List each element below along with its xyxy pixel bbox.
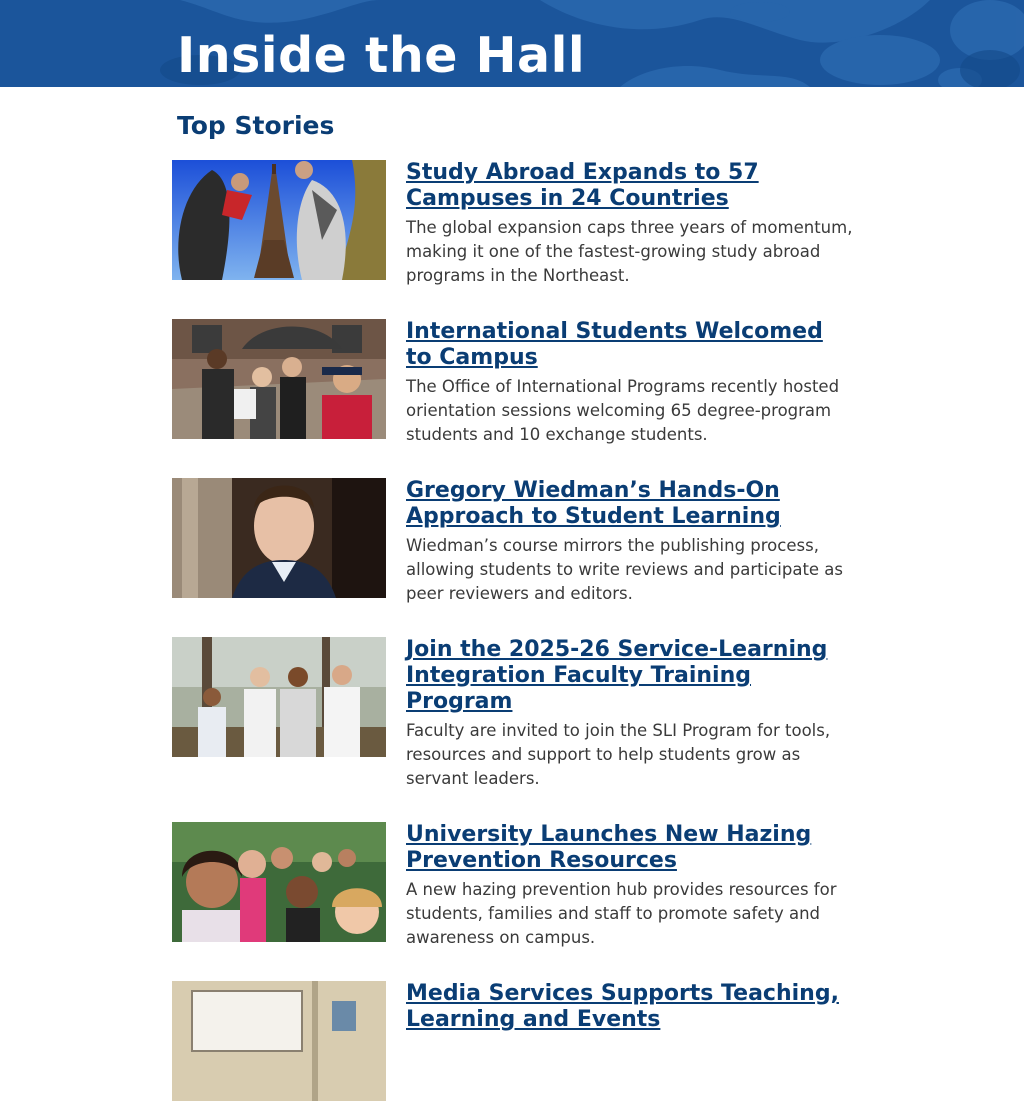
- classroom-photo: [172, 981, 386, 1101]
- eiffel-tower-photo: [172, 160, 386, 280]
- story-summary: A new hazing prevention hub provides resources for students, families and staff to promote safety and awareness on campus.: [406, 880, 837, 947]
- story-summary: Wiedman’s course mirrors the publishing process, allowing students to write reviews and participate as peer reviewers and editors.: [406, 536, 844, 603]
- volunteer-group-photo: [172, 637, 386, 757]
- header-banner: [0, 0, 1024, 87]
- group-selfie-photo: [172, 822, 386, 942]
- story-headline-link[interactable]: Gregory Wiedman’s Hands-On Approach to Student Learning: [406, 478, 781, 529]
- story-headline-link[interactable]: Join the 2025-26 Service-Learning Integration Faculty Training Program: [406, 637, 828, 714]
- students-umbrella-photo: [172, 319, 386, 439]
- story-summary: The global expansion caps three years of momentum, making it one of the fastest-growing study abroad programs in the Northeast.: [406, 218, 853, 285]
- story-thumbnail[interactable]: [172, 822, 386, 942]
- story-thumbnail[interactable]: [172, 319, 386, 439]
- page-title: Inside the Hall: [177, 27, 586, 84]
- story-thumbnail[interactable]: [172, 478, 386, 598]
- story-headline-link[interactable]: Media Services Supports Teaching, Learning and Events: [406, 981, 839, 1032]
- story-thumbnail[interactable]: [172, 981, 386, 1101]
- story-headline-link[interactable]: Study Abroad Expands to 57 Campuses in 24 Countries: [406, 160, 759, 211]
- section-title: Top Stories: [177, 111, 335, 140]
- story-thumbnail[interactable]: [172, 637, 386, 757]
- story-summary: The Office of International Programs recently hosted orientation sessions welcoming 65 degree-program students and 10 exchange students.: [406, 377, 840, 444]
- story-thumbnail[interactable]: [172, 160, 386, 280]
- story-headline-link[interactable]: University Launches New Hazing Prevention Resources: [406, 822, 812, 873]
- story-summary: Faculty are invited to join the SLI Program for tools, resources and support to help students grow as servant leaders.: [406, 721, 831, 788]
- portrait-photo: [172, 478, 386, 598]
- story-headline-link[interactable]: International Students Welcomed to Campus: [406, 319, 823, 370]
